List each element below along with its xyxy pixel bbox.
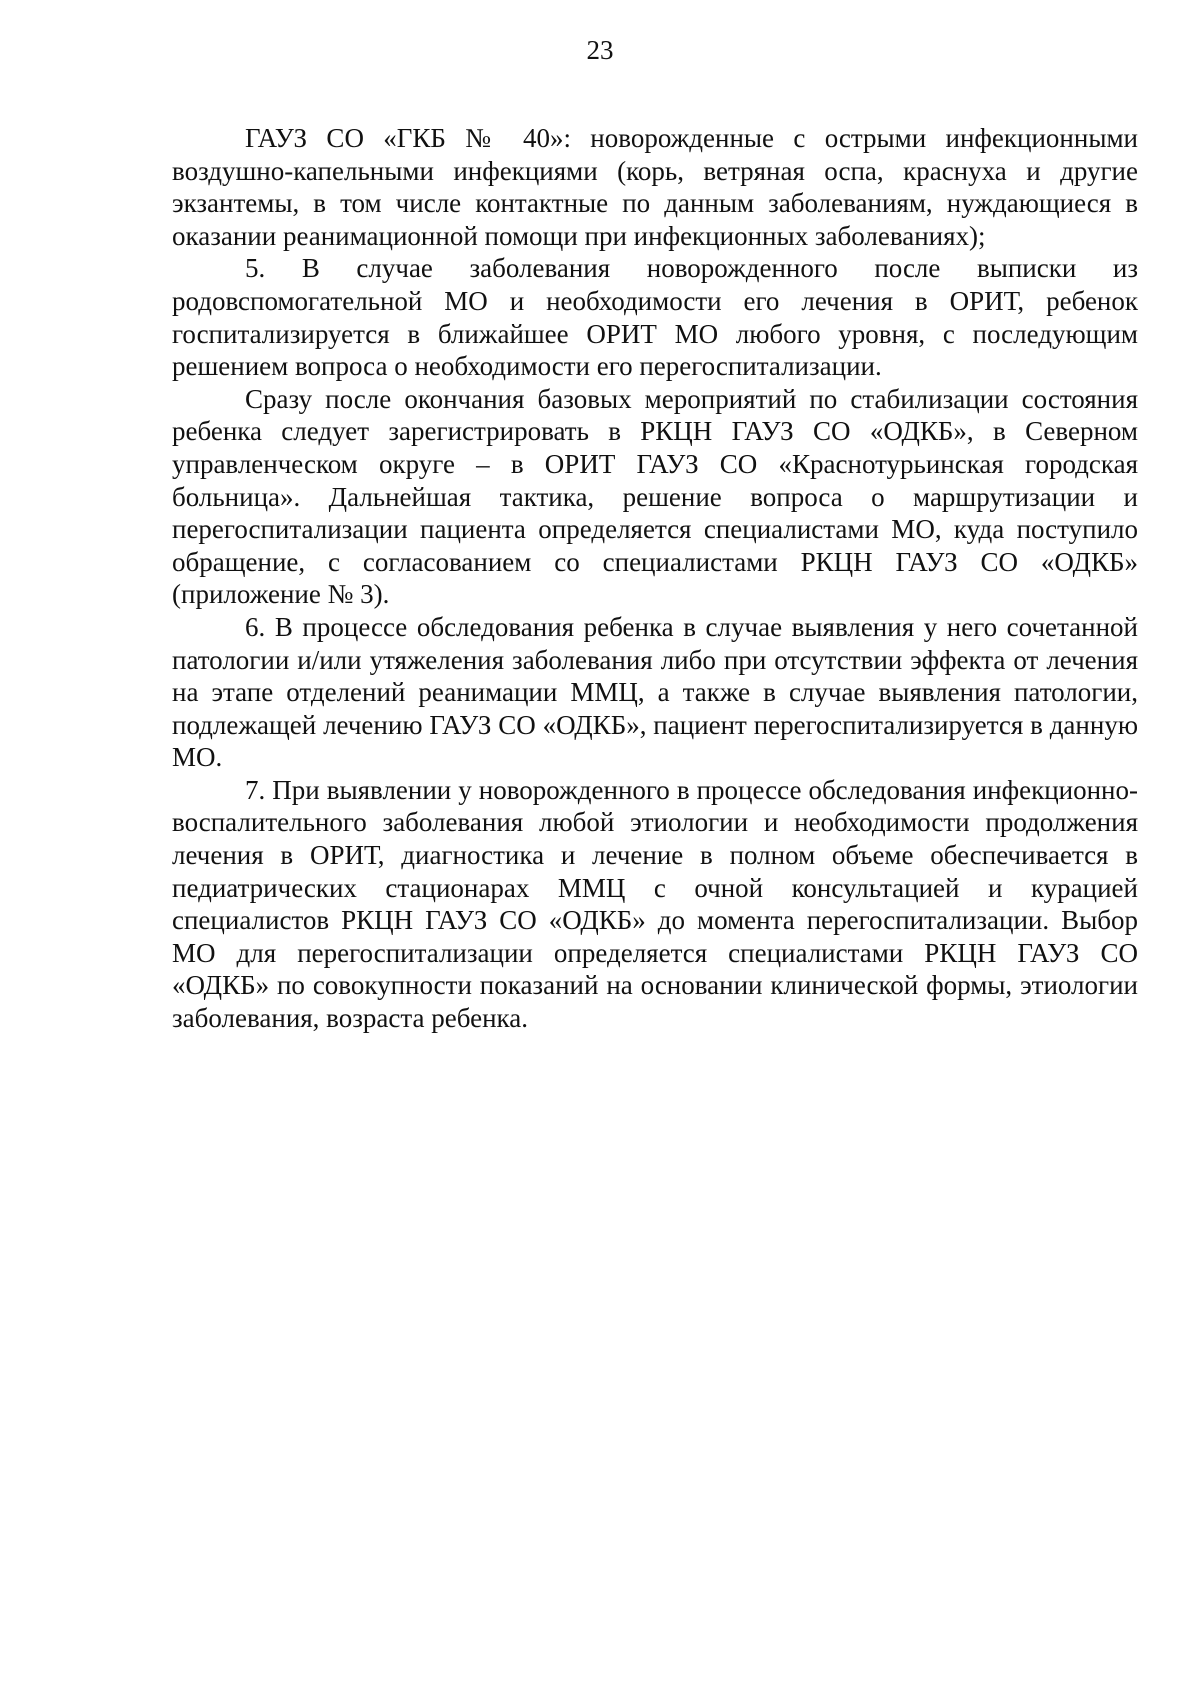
paragraph-item-5: 5. В случае заболевания новорожденного после выписки из родовспомогательной МО и необходимости его лечения в ОРИТ, ребенок госпитализируется в ближайшее ОРИТ МО любого уровня, с последующим решением вопроса о необходимости его перегоспитализации. — [172, 253, 1138, 382]
paragraph-item-6: 6. В процессе обследования ребенка в случае выявления у него сочетанной патологии и/или утяжеления заболевания либо при отсутствии эффекта от лечения на этапе отделений реанимации ММЦ, а также в случае выявления патологии, подлежащей лечению ГАУЗ СО «ОДКБ», пациент перегоспитализируется в данную МО. — [172, 611, 1138, 773]
document-body — [172, 122, 1138, 1035]
paragraph-gkb40: ГАУЗ СО «ГКБ № 40»: новорожденные с острыми инфекционными воздушно-капельными инфекциями (корь, ветряная оспа, краснуха и другие экзантемы, в том числе контактные по данным заболеваниям, нуждающиеся в оказании реанимационной помощи при инфекционных заболеваниях); — [172, 123, 1138, 251]
paragraph-stabilization: Сразу после окончания базовых мероприятий по стабилизации состояния ребенка следует зарегистрировать в РКЦН ГАУЗ СО «ОДКБ», в Северном управленческом округе – в ОРИТ ГАУЗ СО «Краснотурьинская городская больница». Дальнейшая тактика, решение вопроса о маршрутизации и перегоспитализации пациента определяется специалистами МО, куда поступило обращение, с согласованием со специалистами РКЦН ГАУЗ СО «ОДКБ» (приложение № 3). — [172, 383, 1138, 610]
paragraph-item-7: 7. При выявлении у новорожденного в процессе обследования инфекционно-воспалительного заболевания любой этиологии и необходимости продолжения лечения в ОРИТ, диагностика и лечение в полном объеме обеспечивается в педиатрических стационарах ММЦ с очной консультацией и курацией специалистов РКЦН ГАУЗ СО «ОДКБ» до момента перегоспитализации. Выбор МО для перегоспитализации определяется специалистами РКЦН ГАУЗ СО «ОДКБ» по совокупности показаний на основании клинической формы, этиологии заболевания, возраста ребенка. — [172, 774, 1138, 1034]
page-number: 23 — [586, 35, 614, 65]
